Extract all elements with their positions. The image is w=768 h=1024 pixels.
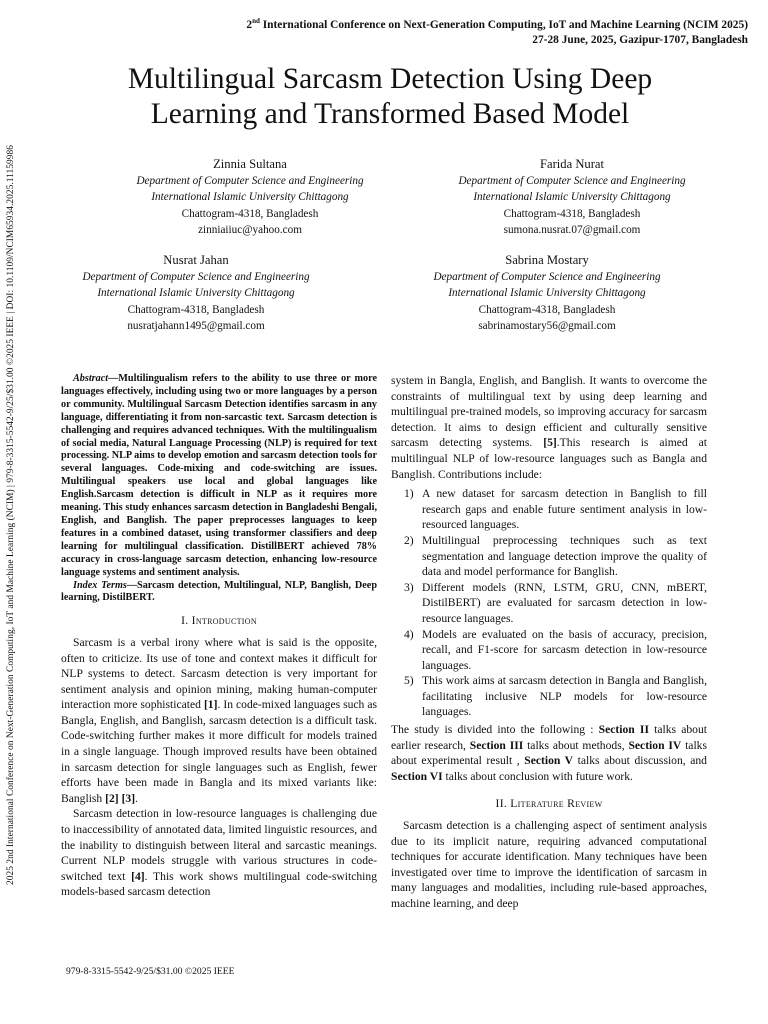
abstract-label: Abstract [73, 373, 109, 384]
author-block [412, 156, 732, 238]
author-name: Sabrina Mostary [505, 253, 589, 267]
outline-text: The study is divided into the following : [391, 723, 599, 737]
conference-ordinal: 2 [246, 18, 253, 31]
paper-title-line-1: Multilingual Sarcasm Detection Using Deep [127, 63, 653, 95]
citation-link[interactable]: [2] [105, 791, 119, 805]
author-address: Chattogram-4318, Bangladesh [127, 303, 265, 316]
literature-paragraph-1: Sarcasm detection is a challenging aspect of sentiment analysis due to its implicit nature, requiring advanced computational techniques for accurate identification. Many techniques have been investigated over time to improve the identification of sarcasm in many languages and modalities, including rule-based approaches, machine learning, and deep [391, 819, 707, 910]
author-name: Farida Nurat [540, 157, 604, 171]
author-department: Department of Computer Science and Engineering [136, 175, 364, 188]
intro-text: . In code-mixed languages such as Bangla, English, and Banglish, sarcasm detection is a difficult task. Code-switching further makes it more difficult for models trained in a single language. Though improved results have been obtained in sarcasm detection for single languages such as English, fewer efforts have been made in Bangla and its mixed variants like: Banglish [61, 698, 378, 805]
section-title-initial: L [510, 797, 518, 811]
section-title-rest: eview [575, 797, 603, 811]
outline-text: talks about earlier research, [391, 723, 707, 752]
section-numeral: I. [181, 614, 189, 628]
citation-link[interactable]: [1] [203, 698, 218, 712]
author-block [90, 156, 410, 238]
intro-text: Sarcasm detection in low-resource languages is challenging due to inaccessibility of annotated data, limited linguistic resources, and the inability to distinguish between literal and sarcastic meanings. Current NLP models struggle with various structures in code-switched text [61, 807, 377, 883]
section-title-rest: ntroduction [195, 614, 257, 628]
paper-title [40, 62, 740, 132]
author-department: Department of Computer Science and Engineering [458, 175, 686, 188]
list-item [391, 627, 707, 674]
author-name: Zinnia Sultana [213, 157, 287, 171]
author-block [387, 252, 707, 334]
citation-link[interactable]: [4] [131, 869, 145, 883]
section-heading-introduction [61, 613, 377, 629]
copyright-footer: 979-8-3315-5542-9/25/$31.00 ©2025 IEEE [66, 966, 235, 977]
author-address: Chattogram-4318, Bangladesh [478, 303, 616, 316]
section-reference[interactable]: Section V [524, 754, 574, 768]
intro-text: Sarcasm is a verbal irony where what is said is the opposite, often to criticize. Its use of tone and context makes it difficult for NLP systems to detect. Sarcasm detection is very important for sentiment analysis and opinion mining, making human-computer interaction more sophisticated [61, 635, 377, 712]
list-item [391, 673, 707, 720]
abstract-text: —Multilingualism refers to the ability to use three or more languages effectively, including using two or more languages by a person or community. Multilingual Sarcasm Detection identifies sarcasm in any language, differentiating it from non-sarcastic text. Sarcasm detection is challenging and requires advanced techniques. With the multilingualism of social media, Natural Language Processing (NLP) is required for text processing. NLP aims to develop emotion and sarcasm detection tools for several languages. Code-mixing and code-switching are issues. Multilingual speakers use local and global languages like English.Sarcasm detection is difficult in NLP as it requires more meaning. This study enhances sarcasm detection in Bangladeshi Bengali, English, and Banglish. The paper preprocesses languages to keep features in a combined dataset, using transformer classifiers and deep learning for multilingual classification. DistillBERT achieved 78% accuracy in cross-language sarcasm detection, enhancing low-resource language systems and sentiment analysis. [61, 373, 377, 578]
author-department: Department of Computer Science and Engineering [433, 271, 661, 284]
intro-text: .This research is aimed at multilingual NLP of low-resource languages such as Bangla and Banglish. Contributions include: [391, 436, 707, 481]
author-email: sumona.nusrat.07@gmail.com [503, 223, 641, 236]
section-reference[interactable]: Section VI [391, 769, 443, 783]
list-item-number: 2) [404, 533, 414, 547]
outline-text: talks about discussion, and [573, 754, 707, 768]
outline-text: talks about conclusion with future work. [442, 769, 633, 783]
doi-margin-note [2, 110, 20, 920]
author-email: nusratjahann1495@gmail.com [127, 319, 265, 332]
index-terms-text: —Sarcasm detection, Multilingual, NLP, Banglish, Deep learning, DistilBERT. [61, 579, 377, 604]
intro-text: system in Bangla, English, and Banglish. It wants to overcome the constraints of multilingual text by using deep learning and multilingual pre-trained models, so improving accuracy for sarcasm detection. It aims to design efficient and culturally sensitive sarcasm detecting systems. [391, 374, 707, 450]
author-institution: International Islamic University Chittagong [97, 287, 295, 300]
intro-paragraph-2 [61, 806, 377, 900]
paper-title-line-2: Learning and Transformed Based Model [150, 98, 630, 130]
conference-name: International Conference on Next-Generation Computing, IoT and Machine Learning (NCIM 2025) [262, 18, 748, 31]
section-title-rest: iterature [517, 797, 564, 811]
citation-link[interactable]: [3] [121, 791, 136, 805]
author-institution: International Islamic University Chittagong [448, 287, 646, 300]
list-item-text: Different models (RNN, LSTM, GRU, CNN, mBERT, DistilBERT) are evaluated for sarcasm detection in low-resource languages. [422, 580, 707, 625]
list-item-number: 1) [404, 487, 414, 501]
intro-paragraph-2-continued [391, 373, 707, 482]
list-item-text: Models are evaluated on the basis of accuracy, precision, recall, and F1-score for sarcasm detection in low-resource languages. [422, 627, 707, 672]
author-name: Nusrat Jahan [163, 253, 229, 267]
conference-header [246, 14, 748, 48]
section-numeral: II. [495, 797, 508, 811]
abstract [61, 373, 377, 580]
index-terms [61, 580, 377, 606]
outline-text: talks about experimental result , [391, 738, 707, 768]
section-reference[interactable]: Section III [469, 738, 524, 752]
left-column [61, 373, 377, 900]
author-institution: International Islamic University Chittagong [473, 191, 671, 204]
author-address: Chattogram-4318, Bangladesh [181, 207, 319, 220]
section-title-initial: R [567, 797, 576, 811]
intro-text: . [135, 791, 138, 805]
list-item-number: 4) [404, 627, 414, 641]
list-item [391, 533, 707, 580]
author-address: Chattogram-4318, Bangladesh [503, 207, 641, 220]
author-email: sabrinamostary56@gmail.com [478, 319, 616, 332]
section-title-initial: I [191, 614, 196, 628]
author-department: Department of Computer Science and Engineering [82, 271, 310, 284]
list-item-text: Multilingual preprocessing techniques such as text segmentation and language detection improve the quality of data and model performance for Banglish. [422, 533, 707, 579]
author-email: zinniaiiuc@yahoo.com [198, 223, 302, 236]
list-item-number: 5) [404, 674, 414, 688]
outline-text: talks about methods, [523, 738, 629, 752]
list-item [391, 580, 707, 627]
author-institution: International Islamic University Chittagong [151, 191, 349, 204]
paper-outline-paragraph [391, 722, 707, 784]
list-item-number: 3) [404, 580, 414, 594]
list-item-text: A new dataset for sarcasm detection in Banglish to fill research gaps and enable future sentiment analysis in low-resourced languages. [422, 487, 707, 532]
intro-paragraph-1 [61, 635, 377, 807]
section-reference[interactable]: Section II [598, 723, 649, 737]
intro-text: . This work shows multilingual code-switching models-based sarcasm detection [61, 869, 377, 899]
right-column [391, 373, 707, 912]
conference-dateplace: 27-28 June, 2025, Gazipur-1707, Bangladesh [532, 33, 748, 46]
conference-ordinal-suffix: nd [252, 17, 260, 25]
section-heading-literature-review [391, 796, 707, 812]
doi-margin-text: 2025 2nd International Conference on Next-Generation Computing, IoT and Machine Learning (NCIM) | 979-8-3315-5542-9/25/$31.00 ©2025 IEEE | DOI: 10.1109/NCIM65934.2025.11159986 [6, 145, 16, 885]
index-terms-label: Index Terms [73, 579, 127, 591]
contributions-list [391, 486, 707, 720]
list-item [391, 486, 707, 533]
conference-name-line [246, 14, 748, 33]
author-block [36, 252, 356, 334]
citation-link[interactable]: [5] [543, 436, 557, 450]
section-reference[interactable]: Section IV [628, 738, 682, 752]
list-item-text: This work aims at sarcasm detection in Bangla and Banglish, facilitating inclusive NLP models for low-resource languages. [422, 674, 707, 719]
